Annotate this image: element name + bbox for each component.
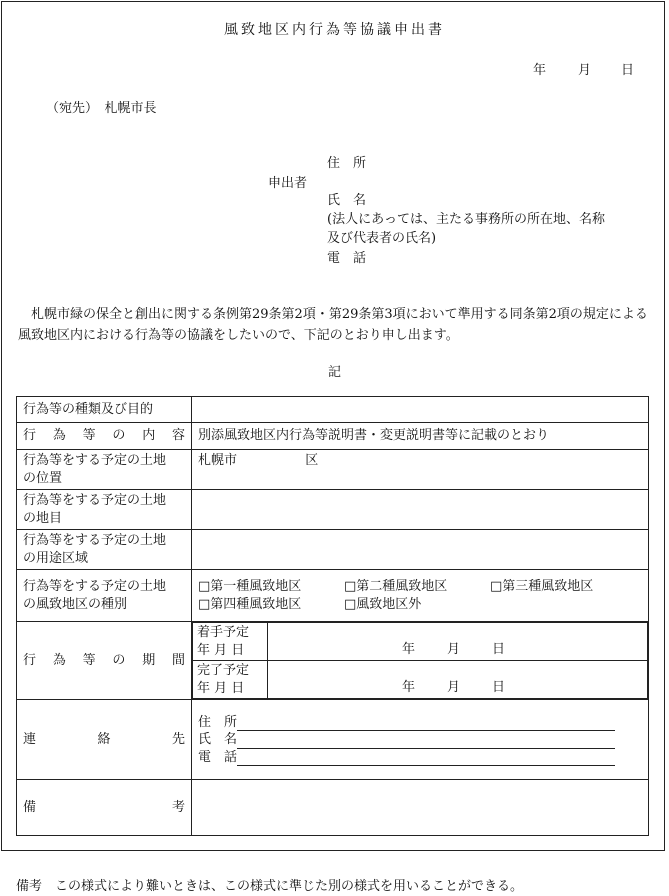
checkbox-district-4[interactable]: □第四種風致地区 bbox=[198, 596, 302, 612]
location-city: 札幌市 bbox=[198, 453, 238, 468]
footer-note: 備考 この様式により難いときは、この様式に準じた別の様式を用いることができる。 bbox=[16, 879, 524, 894]
checkbox-district-outside[interactable]: □風致地区外 bbox=[344, 596, 422, 612]
date-year: 年 bbox=[533, 63, 547, 78]
form-title: 風致地区内行為等協議申出書 bbox=[224, 22, 445, 38]
field-contact bbox=[192, 700, 649, 780]
period-end-row bbox=[193, 661, 648, 699]
applicant-name-label: 氏 名 bbox=[327, 193, 367, 208]
field-type-purpose[interactable] bbox=[192, 397, 649, 423]
label-use-zone-l1: 行為等をする予定の土地 bbox=[23, 533, 167, 549]
label-content: 行 為 等 の 内 容 bbox=[23, 428, 185, 444]
row-content bbox=[17, 423, 649, 450]
row-location bbox=[17, 450, 649, 490]
label-land-category-l1: 行為等をする予定の土地 bbox=[23, 493, 167, 509]
start-label-l2: 年 月 日 bbox=[197, 642, 245, 658]
applicant-label: 申出者 bbox=[268, 176, 308, 191]
label-period: 行 為 等 の 期 間 bbox=[23, 653, 185, 669]
ki-heading: 記 bbox=[327, 365, 341, 380]
end-date-field[interactable]: 年 月 日 bbox=[268, 661, 648, 699]
row-use-zone bbox=[17, 530, 649, 570]
contact-name-line[interactable]: 氏 名 bbox=[198, 731, 642, 749]
checkbox-district-1[interactable]: □第一種風致地区 bbox=[198, 579, 302, 595]
label-location-l1: 行為等をする予定の土地 bbox=[23, 453, 167, 468]
label-land-category-l2: の地目 bbox=[23, 510, 63, 526]
contact-address-line[interactable]: 住 所 bbox=[198, 714, 642, 732]
row-contact bbox=[17, 700, 649, 780]
row-period bbox=[17, 622, 649, 700]
start-date-field[interactable]: 年 月 日 bbox=[268, 623, 648, 661]
checkbox-district-3[interactable]: □第三種風致地区 bbox=[490, 579, 594, 595]
field-district-type bbox=[192, 570, 649, 622]
label-district-type-l2: の風致地区の種別 bbox=[23, 596, 128, 612]
checkbox-district-2[interactable]: □第二種風致地区 bbox=[344, 579, 448, 595]
period-start-row bbox=[193, 623, 648, 661]
period-subtable bbox=[192, 622, 648, 699]
row-type-purpose bbox=[17, 397, 649, 423]
date-month: 月 bbox=[578, 63, 592, 78]
row-district-type bbox=[17, 570, 649, 622]
contact-phone-line[interactable]: 電 話 bbox=[198, 749, 642, 767]
applicant-phone-label: 電 話 bbox=[327, 251, 367, 266]
applicant-address-label: 住 所 bbox=[327, 156, 367, 171]
field-content: 別添風致地区内行為等説明書・変更説明書等に記載のとおり bbox=[192, 423, 649, 450]
row-land-category bbox=[17, 490, 649, 530]
field-land-category[interactable] bbox=[192, 490, 649, 530]
applicant-note-line1: (法人にあっては、主たる事務所の所在地、名称 bbox=[327, 212, 605, 227]
applicant-note-line2: 及び代表者の氏名) bbox=[327, 231, 437, 246]
application-table bbox=[16, 396, 649, 836]
label-location-l2: の位置 bbox=[23, 470, 63, 486]
field-remarks[interactable] bbox=[192, 780, 649, 836]
addressee: （宛先） 札幌市長 bbox=[46, 101, 157, 116]
field-location[interactable] bbox=[192, 450, 649, 490]
date-line bbox=[0, 62, 669, 80]
label-use-zone-l2: の用途区域 bbox=[23, 550, 89, 566]
date-day: 日 bbox=[621, 63, 635, 78]
start-label-l1: 着手予定 bbox=[197, 625, 250, 641]
label-district-type-l1: 行為等をする予定の土地 bbox=[23, 579, 167, 595]
end-label-l1: 完了予定 bbox=[197, 663, 250, 679]
request-body-text: 札幌市緑の保全と創出に関する条例第29条第2項・第29条第3項において準用する同条第2項の規定による風致地区内における行為等の協議をしたいので、下記のとおり申し出ます。 bbox=[18, 307, 648, 343]
location-ward: 区 bbox=[305, 453, 319, 468]
label-type-purpose: 行為等の種類及び目的 bbox=[17, 397, 192, 423]
row-remarks bbox=[17, 780, 649, 836]
field-use-zone[interactable] bbox=[192, 530, 649, 570]
label-remarks: 備 考 bbox=[23, 800, 185, 816]
end-label-l2: 年 月 日 bbox=[197, 680, 245, 696]
label-contact: 連 絡 先 bbox=[23, 732, 185, 748]
